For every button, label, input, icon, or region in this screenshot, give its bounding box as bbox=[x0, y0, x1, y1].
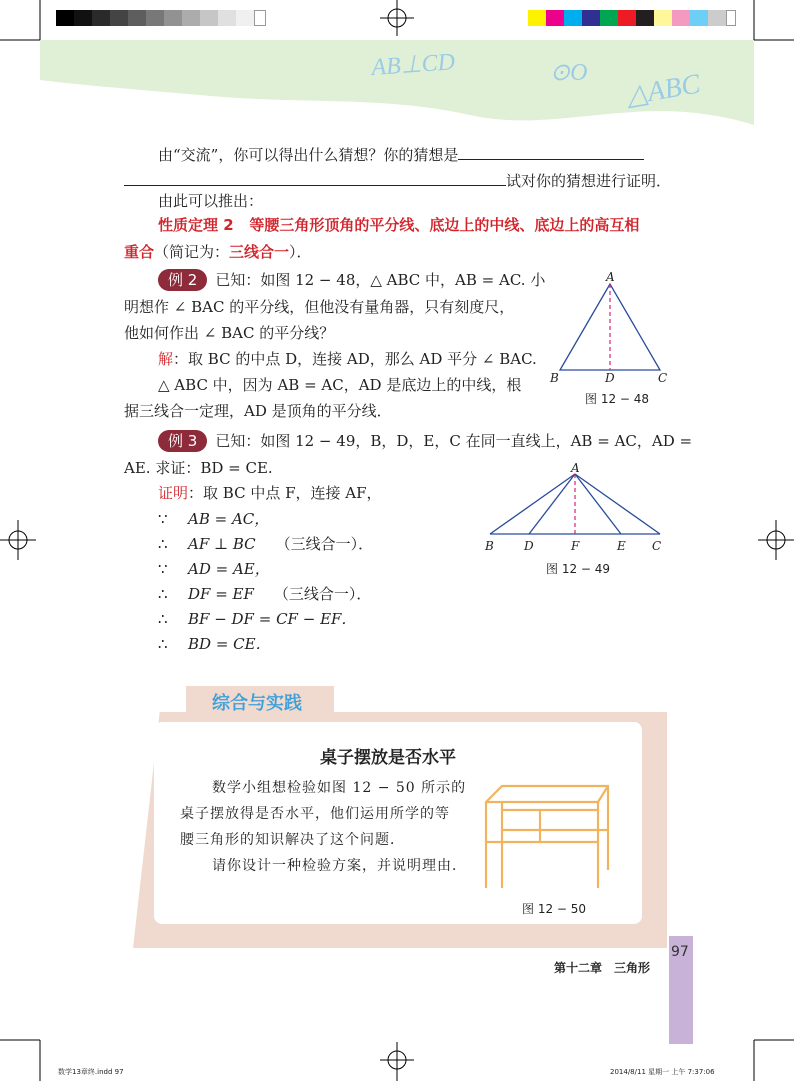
example2-solution-1: 解：取 BC 的中点 D，连接 AD，那么 AD 平分 ∠ BAC. bbox=[158, 350, 537, 368]
file-info: 数学13章终.indd 97 bbox=[58, 1068, 124, 1076]
header-symbol-circle: ⊙O bbox=[550, 60, 588, 86]
label-d: D bbox=[524, 539, 534, 553]
page-number: 97 bbox=[671, 944, 689, 960]
header-band bbox=[0, 30, 794, 140]
practice-line-3: 腰三角形的知识解决了这个问题． bbox=[180, 832, 405, 848]
proof-step: ∴ AF ⊥ BC （三线合一）． bbox=[158, 535, 374, 553]
theorem-line-2: 重合（简记为：三线合一）． bbox=[124, 243, 312, 261]
label-b: B bbox=[485, 539, 494, 553]
label-a: A bbox=[606, 270, 615, 284]
proof-step: ∵ AB = AC， bbox=[158, 510, 270, 528]
caption-12-49: 图 12 − 49 bbox=[546, 562, 611, 576]
header-symbol-triangle: △ABC bbox=[623, 68, 703, 112]
solution-label: 解 bbox=[158, 350, 174, 368]
figure-12-48 bbox=[540, 270, 680, 385]
label-a: A bbox=[571, 462, 580, 475]
example3-line-1: 例 3 已知：如图 12 − 49，B，D，E，C 在同一直线上，AB = AC，AD = bbox=[158, 430, 692, 452]
label-b: B bbox=[550, 371, 559, 385]
label-f: F bbox=[571, 539, 580, 553]
practice-title: 桌子摆放是否水平 bbox=[320, 748, 456, 768]
example2-solution-2: △ ABC 中，因为 AB = AC，AD 是底边上的中线，根 bbox=[158, 376, 522, 394]
example2-solution-3: 据三线合一定理，AD 是顶角的平分线． bbox=[124, 402, 392, 420]
example3-proof-first: 证明：取 BC 中点 F，连接 AF， bbox=[158, 484, 382, 502]
proof-step: ∴ DF = EF （三线合一）． bbox=[158, 585, 372, 603]
label-c: C bbox=[652, 539, 662, 553]
practice-line-4: 请你设计一种检验方案，并说明理由． bbox=[212, 858, 467, 874]
example3-badge: 例 3 bbox=[158, 430, 207, 452]
practice-tab-label: 综合与实践 bbox=[212, 693, 302, 714]
example2-line-3: 他如何作出 ∠ BAC 的平分线？ bbox=[124, 324, 335, 342]
practice-line-2: 桌子摆放得是否水平，他们运用所学的等 bbox=[180, 806, 450, 822]
theorem-label: 性质定理 2 bbox=[158, 216, 234, 234]
figure-12-49 bbox=[480, 462, 670, 557]
proof-step: ∵ AD = AE， bbox=[158, 560, 270, 578]
proof-step: ∴ BD = CE． bbox=[158, 635, 271, 653]
chapter-footer: 第十二章 三角形 bbox=[554, 961, 651, 975]
intro-line-3: 由此可以推出： bbox=[158, 192, 264, 210]
theorem-text: 等腰三角形顶角的平分线、底边上的中线、底边上的高互相 bbox=[249, 216, 640, 234]
intro-line-2: 试对你的猜想进行证明． bbox=[124, 170, 671, 192]
example2-line-2: 明想作 ∠ BAC 的平分线，但他没有量角器，只有刻度尺， bbox=[124, 298, 515, 316]
example2-line-1: 例 2 已知：如图 12 − 48，△ ABC 中，AB = AC. 小 bbox=[158, 269, 545, 291]
figure-12-50-table bbox=[480, 778, 620, 896]
answer-blank-2[interactable] bbox=[124, 170, 506, 186]
example3-line-2: AE. 求证：BD = CE. bbox=[124, 459, 273, 477]
label-e: E bbox=[617, 539, 626, 553]
proof-label: 证明 bbox=[158, 484, 189, 502]
intro-line-1: 由“交流”，你可以得出什么猜想？你的猜想是 bbox=[158, 144, 644, 166]
theorem-line-1 bbox=[158, 214, 639, 236]
answer-blank-1[interactable] bbox=[458, 144, 644, 160]
label-d: D bbox=[605, 371, 615, 385]
caption-12-48: 图 12 − 48 bbox=[585, 392, 650, 406]
print-timestamp: 2014/8/11 星期一 上午 7:37:06 bbox=[610, 1068, 715, 1076]
label-c: C bbox=[658, 371, 668, 385]
header-symbol-perp: AB⊥CD bbox=[370, 49, 456, 81]
proof-step: ∴ BF − DF = CF − EF． bbox=[158, 610, 357, 628]
caption-12-50: 图 12 − 50 bbox=[522, 902, 587, 916]
example2-badge: 例 2 bbox=[158, 269, 207, 291]
practice-line-1: 数学小组想检验如图 12 − 50 所示的 bbox=[212, 780, 467, 796]
